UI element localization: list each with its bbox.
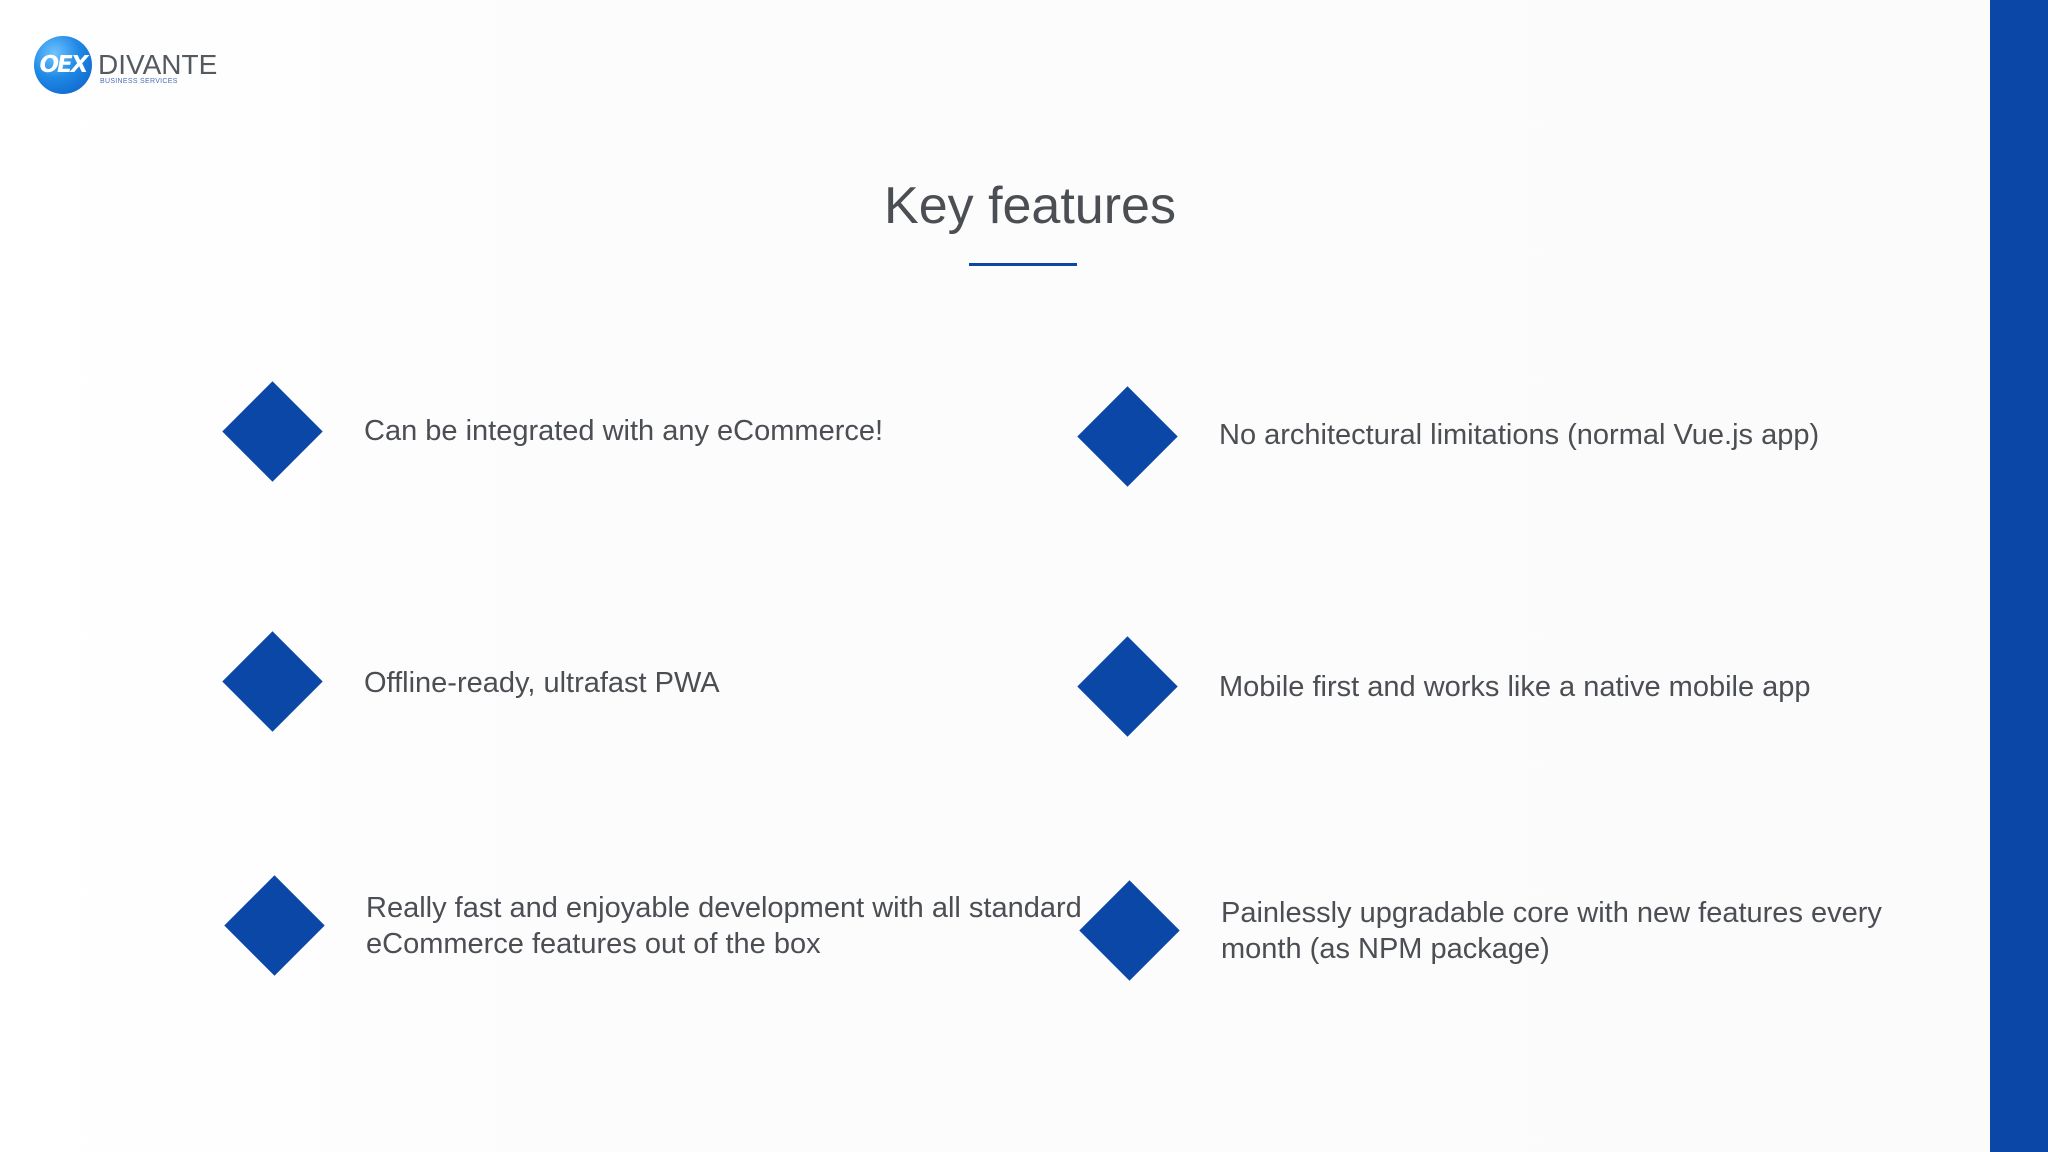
feature-item-fast-development: Really fast and enjoyable development with all standard eCommerce features out of the box — [366, 892, 1082, 960]
logo-mark: OEX — [39, 52, 87, 78]
logo-wordmark: DIVANTE — [98, 49, 218, 80]
company-logo — [34, 34, 224, 94]
accent-side-bar — [1990, 0, 2048, 1152]
slide-title: Key features — [884, 177, 1176, 235]
feature-item-upgradable-core: Painlessly upgradable core with new features every month (as NPM package) — [1221, 897, 1882, 965]
feature-item-architecture: No architectural limitations (normal Vue.js app) — [1219, 419, 1820, 451]
feature-item-mobile-first: Mobile first and works like a native mobile app — [1219, 671, 1811, 703]
logo-tagline: BUSINESS SERVICES — [100, 78, 178, 85]
feature-item-offline-pwa: Offline-ready, ultrafast PWA — [364, 667, 720, 699]
title-underline — [969, 263, 1077, 266]
feature-item-integration: Can be integrated with any eCommerce! — [364, 415, 884, 447]
